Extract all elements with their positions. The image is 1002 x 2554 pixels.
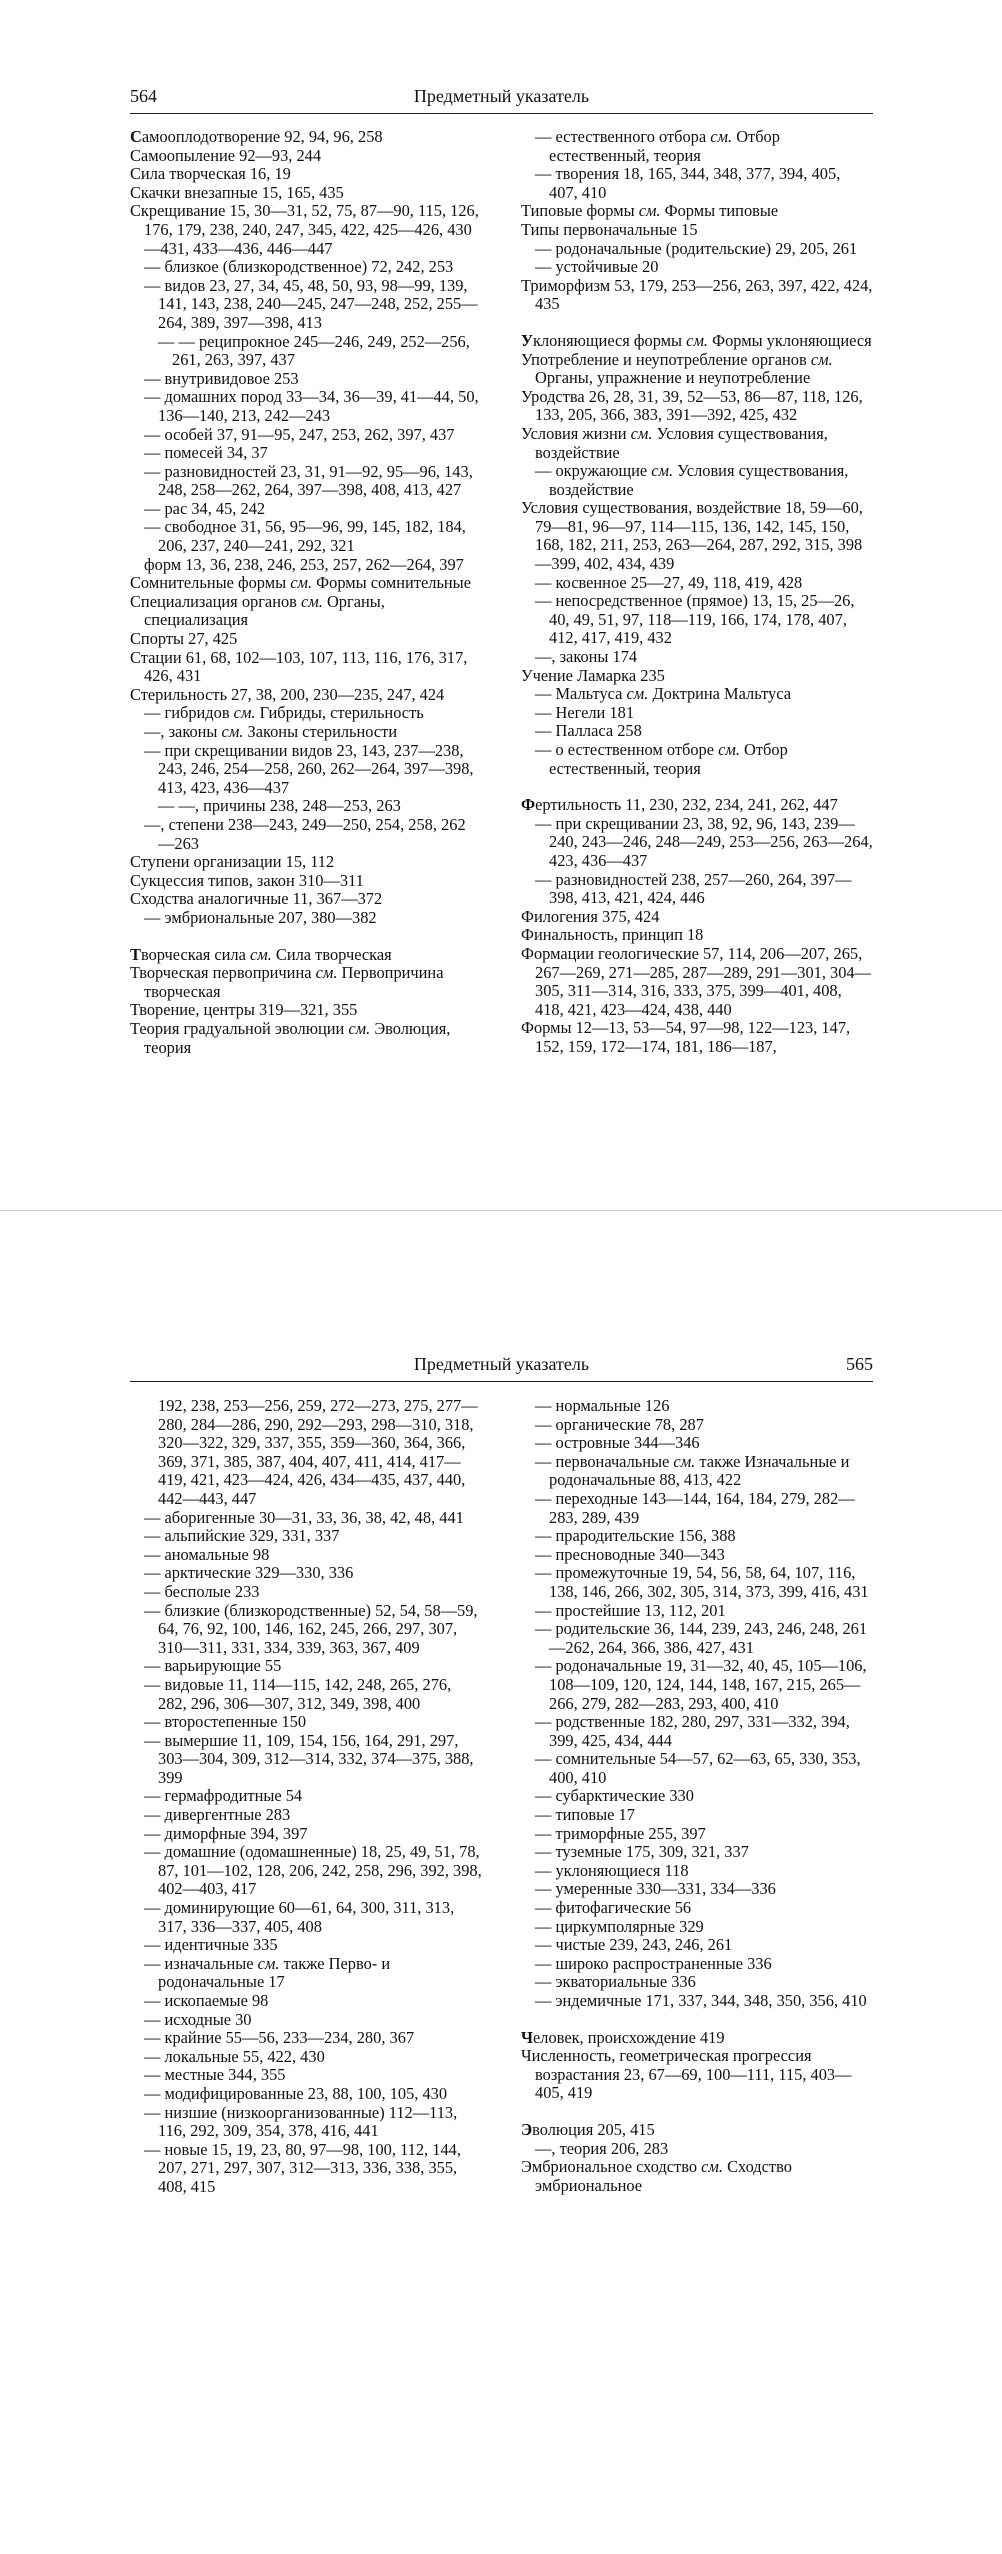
index-entry: Типы первоначальные 15 [521, 219, 698, 239]
index-entry: Ступени организации 15, 112 [130, 852, 335, 872]
index-entry: — окружающие см. Условия существования, воздействие [535, 461, 849, 499]
index-entry: — идентичные 335 [144, 1935, 278, 1955]
index-entry: — варьирующие 55 [144, 1656, 282, 1676]
index-entry: Самооплодотворение 92, 94, 96, 258 [130, 127, 383, 146]
index-entry: — эндемичные 171, 337, 344, 348, 350, 356, 410 [535, 1991, 867, 2010]
index-entry: — локальные 55, 422, 430 [144, 2046, 325, 2066]
index-entry: — рас 34, 45, 242 [144, 498, 266, 518]
index-entry: — исходные 30 [144, 2009, 252, 2029]
index-entry: Творческая сила см. Сила творческая [130, 944, 392, 964]
index-entry: — родительские 36, 144, 239, 243, 246, 248, 261—262, 264, 366, 386, 427, 431 [535, 1619, 868, 1657]
index-entry: — крайние 55—56, 233—234, 280, 367 [144, 2028, 415, 2048]
index-entry: Эмбриональное сходство см. Сходство эмбриональное [521, 2157, 792, 2195]
index-entry: Триморфизм 53, 179, 253—256, 263, 397, 422, 424, 435 [521, 275, 873, 314]
index-entry: — второстепенные 150 [144, 1712, 307, 1732]
index-entry: Учение Ламарка 235 [521, 665, 665, 685]
index-entry: — близкие (близкородственные) 52, 54, 58—59, 64, 76, 92, 100, 146, 162, 245, 266, 297, 307, 310—311, 331, 334, 339, 363, 367, 409 [144, 1600, 478, 1657]
index-entry: — косвенное 25—27, 49, 118, 419, 428 [535, 572, 803, 592]
index-entry: — альпийские 329, 331, 337 [144, 1526, 340, 1546]
index-entry: — триморфные 255, 397 [535, 1823, 706, 1843]
index-entry: Специализация органов см. Органы, специализация [130, 591, 385, 630]
index-entry: — Палласа 258 [535, 721, 642, 741]
index-entry: — модифицированные 23, 88, 100, 105, 430 [144, 2083, 448, 2103]
index-entry: — близкое (близкородственное) 72, 242, 253 [144, 257, 454, 277]
index-entry: Скрещивание 15, 30—31, 52, 75, 87—90, 115, 126, 176, 179, 238, 240, 247, 345, 422, 425—426, 430—431, 433—436, 446—447 [130, 201, 479, 258]
index-entry: — Мальтуса см. Доктрина Мальтуса [535, 684, 791, 704]
index-entry: — —, причины 238, 248—253, 263 [158, 796, 401, 816]
index-column-right [521, 1397, 873, 2195]
index-entry: Фертильность 11, 230, 232, 234, 241, 262, 447 [521, 795, 838, 815]
index-entry: — широко распространенные 336 [535, 1953, 772, 1973]
index-entry: — субарктические 330 [535, 1786, 694, 1806]
index-entry: —, законы 174 [535, 647, 638, 667]
index-entry: — вымершие 11, 109, 154, 156, 164, 291, 297, 303—304, 309, 312—314, 332, 374—375, 388, 399 [144, 1730, 474, 1787]
page-separator [0, 1210, 1002, 1298]
index-entry: Уклоняющиеся формы см. Формы уклоняющиеся [521, 330, 872, 350]
index-entry: — уклоняющиеся 118 [535, 1860, 689, 1880]
index-entry: — особей 37, 91—95, 247, 253, 262, 397, 437 [144, 424, 455, 444]
index-entry: — непосредственное (прямое) 13, 15, 25—26, 40, 49, 51, 97, 118—119, 166, 174, 178, 407, 412, 417, 419, 432 [535, 591, 855, 648]
index-entry: — промежуточные 19, 54, 56, 58, 64, 107, 116, 138, 146, 266, 302, 305, 314, 373, 399, 416, 431 [535, 1563, 869, 1601]
index-entry: — свободное 31, 56, 95—96, 99, 145, 182, 184, 206, 237, 240—241, 292, 321 [144, 517, 466, 556]
index-entry: — эмбриональные 207, 380—382 [144, 907, 377, 927]
index-entry: — диморфные 394, 397 [144, 1823, 308, 1843]
page-title: Предметный указатель [413, 1354, 590, 1374]
index-entry: — типовые 17 [535, 1805, 635, 1825]
index-entry: — новые 15, 19, 23, 80, 97—98, 100, 112, 144, 207, 271, 297, 307, 312—313, 336, 338, 355, 408, 415 [144, 2139, 461, 2196]
index-entry: — ископаемые 98 [144, 1991, 269, 2010]
index-entry: — аномальные 98 [144, 1544, 270, 1564]
index-entry: Стации 61, 68, 102—103, 107, 113, 116, 176, 317, 426, 431 [130, 647, 468, 686]
index-entry: — сомнительные 54—57, 62—63, 65, 330, 353, 400, 410 [535, 1749, 861, 1787]
index-entry: Уродства 26, 28, 31, 39, 52—53, 86—87, 118, 126, 133, 205, 366, 383, 391—392, 425, 432 [521, 386, 863, 425]
index-entry: Численность, геометрическая прогрессия возрастания 23, 67—69, 100—111, 115, 403—405, 419 [521, 2046, 852, 2103]
index-entry: — естественного отбора см. Отбор естественный, теория [535, 127, 780, 165]
index-entry: 192, 238, 253—256, 259, 272—273, 275, 277—280, 284—286, 290, 292—293, 298—310, 318, 320—322, 329, 337, 355, 359—360, 364, 366, 369, 371, 385, 387, 404, 407, 411, 414, 417—419, 421, 423—424, 426, 434—435, 437, 440, 442—443, 447 [158, 1396, 478, 1508]
index-column-left [130, 1397, 482, 2197]
index-entry: Формы 12—13, 53—54, 97—98, 122—123, 147, 152, 159, 172—174, 181, 186—187, [521, 1018, 851, 1056]
index-entry: Сила творческая 16, 19 [130, 164, 291, 184]
index-entry: — гибридов см. Гибриды, стерильность [144, 703, 424, 723]
index-entry: — видов 23, 27, 34, 45, 48, 50, 93, 98—99, 139, 141, 143, 238, 240—245, 247—248, 252, 255—264, 389, 397—398, 413 [144, 275, 478, 332]
index-entry: — экваториальные 336 [535, 1972, 696, 1992]
index-entry: — фитофагические 56 [535, 1898, 692, 1918]
index-entry: — гермафродитные 54 [144, 1786, 303, 1806]
header-rule [130, 1381, 873, 1382]
index-entry: — Негели 181 [535, 702, 635, 722]
index-entry: — видовые 11, 114—115, 142, 248, 265, 276, 282, 296, 306—307, 312, 349, 398, 400 [144, 1674, 452, 1713]
index-page-565 [0, 1296, 1002, 2554]
index-entry: — бесполые 233 [144, 1581, 260, 1601]
index-entry: — туземные 175, 309, 321, 337 [535, 1842, 749, 1862]
index-entry: — аборигенные 30—31, 33, 36, 38, 42, 48, 441 [144, 1507, 464, 1527]
index-entry: Стерильность 27, 38, 200, 230—235, 247, 424 [130, 684, 445, 704]
index-entry: — домашние (одомашненные) 18, 25, 49, 51, 78, 87, 101—102, 128, 206, 242, 258, 296, 392, 398, 402—403, 417 [144, 1842, 482, 1899]
index-entry: — внутривидовое 253 [144, 368, 299, 388]
index-entry: — домашних пород 33—34, 36—39, 41—44, 50, 136—140, 213, 242—243 [144, 387, 479, 425]
index-entry: — островные 344—346 [535, 1433, 700, 1453]
index-entry: — нормальные 126 [535, 1396, 670, 1415]
index-entry: — родственные 182, 280, 297, 331—332, 394, 399, 425, 434, 444 [535, 1712, 850, 1750]
index-entry: Творческая первопричина см. Первопричина творческая [130, 963, 444, 1001]
page-number: 565 [846, 1354, 873, 1374]
index-entry: Творение, центры 319—321, 355 [130, 1000, 358, 1020]
index-entry: — органические 78, 287 [535, 1414, 704, 1434]
index-entry: —, законы см. Законы стерильности [144, 722, 398, 741]
index-entry: Сходства аналогичные 11, 367—372 [130, 889, 383, 909]
index-entry: — доминирующие 60—61, 64, 300, 311, 313, 317, 336—337, 405, 408 [144, 1898, 455, 1936]
index-entry: — дивергентные 283 [144, 1805, 291, 1825]
index-entry: — местные 344, 355 [144, 2065, 286, 2085]
index-entry: Условия существования, воздействие 18, 59—60, 79—81, 96—97, 114—115, 136, 142, 145, 150, 168, 182, 211, 253, 263—264, 287, 292, 315, 398—399, 402, 434, 439 [521, 498, 863, 574]
index-entry: Филогения 375, 424 [521, 906, 660, 926]
index-entry: Эволюция 205, 415 [521, 2119, 655, 2139]
index-entry: Употребление и неупотребление органов см. Органы, упражнение и неупотребление [521, 349, 833, 388]
index-entry: — переходные 143—144, 164, 184, 279, 282—283, 289, 439 [535, 1488, 855, 1527]
index-entry: — помесей 34, 37 [144, 443, 268, 463]
index-entry: — творения 18, 165, 344, 348, 377, 394, 405, 407, 410 [535, 164, 841, 202]
index-entry: — циркумполярные 329 [535, 1916, 704, 1936]
index-entry: —, теория 206, 283 [535, 2138, 669, 2158]
index-entry: — о естественном отборе см. Отбор естественный, теория [535, 740, 788, 778]
index-entry: — при скрещивании видов 23, 143, 237—238, 243, 246, 254—258, 260, 262—264, 397—398, 413, 423, 436—437 [144, 740, 474, 797]
page-header [130, 1354, 873, 1384]
index-page-564 [0, 0, 1002, 1210]
page-number: 564 [130, 86, 157, 106]
index-entry: Человек, происхождение 419 [521, 2027, 725, 2047]
page-header [130, 86, 873, 116]
index-column-right [521, 128, 873, 1057]
index-entry: — умеренные 330—331, 334—336 [535, 1879, 776, 1899]
index-entry: — родоначальные (родительские) 29, 205, 261 [535, 238, 858, 258]
index-column-left [130, 128, 482, 1057]
page-title: Предметный указатель [413, 86, 590, 106]
index-entry: — арктические 329—330, 336 [144, 1563, 354, 1583]
index-entry: — простейшие 13, 112, 201 [535, 1600, 726, 1620]
index-entry: Самоопыление 92—93, 244 [130, 145, 322, 165]
index-entry: Теория градуальной эволюции см. Эволюция, теория [130, 1018, 451, 1057]
index-entry: Спорты 27, 425 [130, 629, 238, 649]
index-entry: — — реципрокное 245—246, 249, 252—256, 261, 263, 397, 437 [158, 331, 470, 370]
index-entry: — родоначальные 19, 31—32, 40, 45, 105—106, 108—109, 120, 124, 144, 148, 167, 215, 265—266, 279, 282—283, 293, 400, 410 [535, 1656, 867, 1713]
index-entry: — при скрещивании 23, 38, 92, 96, 143, 239—240, 243—246, 248—249, 253—256, 263—264, 423, 436—437 [535, 813, 873, 870]
index-entry: — разновидностей 238, 257—260, 264, 397—398, 413, 421, 424, 446 [535, 869, 852, 908]
header-rule [130, 113, 873, 114]
index-entry: — пресноводные 340—343 [535, 1544, 725, 1564]
index-entry: —, степени 238—243, 249—250, 254, 258, 262—263 [144, 814, 466, 853]
index-entry: — разновидностей 23, 31, 91—92, 95—96, 143, 248, 258—262, 264, 397—398, 408, 413, 427 [144, 461, 473, 500]
index-entry: — изначальные см. также Перво- и родоначальные 17 [144, 1953, 391, 1992]
index-entry: Сукцессия типов, закон 310—311 [130, 870, 364, 890]
index-entry: — устойчивые 20 [535, 257, 659, 277]
index-entry: форм 13, 36, 238, 246, 253, 257, 262—264, 397 [144, 554, 464, 574]
index-entry: Типовые формы см. Формы типовые [521, 201, 779, 221]
index-entry: — прародительские 156, 388 [535, 1526, 736, 1546]
index-entry: Финальность, принцип 18 [521, 925, 704, 945]
index-entry: — низшие (низкоорганизованные) 112—113, 116, 292, 309, 354, 378, 416, 441 [144, 2102, 458, 2141]
index-entry: Скачки внезапные 15, 165, 435 [130, 182, 344, 202]
index-entry: Условия жизни см. Условия существования, воздействие [521, 423, 828, 462]
index-entry: — первоначальные см. также Изначальные и родоначальные 88, 413, 422 [535, 1451, 850, 1490]
index-entry: Сомнительные формы см. Формы сомнительные [130, 573, 471, 593]
index-entry: Формации геологические 57, 114, 206—207, 265, 267—269, 271—285, 287—289, 291—301, 304—305, 311—314, 316, 333, 375, 399—401, 408, 418, 421, 423—424, 438, 440 [521, 943, 872, 1019]
index-entry: — чистые 239, 243, 246, 261 [535, 1935, 733, 1955]
